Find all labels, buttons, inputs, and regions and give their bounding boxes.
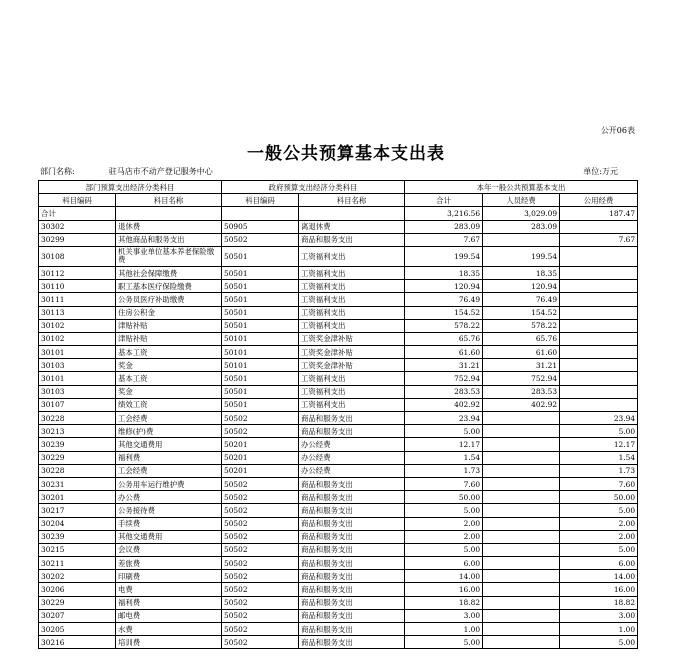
cell-personnel (483, 504, 560, 517)
cell-public (560, 220, 638, 233)
cell-code: 30202 (39, 570, 116, 583)
cell-gov-name: 工资奖金津补贴 (299, 332, 405, 345)
cell-public: 16.00 (560, 583, 638, 596)
table-row (39, 464, 638, 477)
cell-name: 其他社会保障缴费 (116, 266, 222, 279)
cell-total: 76.49 (405, 293, 483, 306)
cell-gov-code: 50502 (222, 477, 299, 490)
department-label: 部门名称: (40, 167, 75, 176)
cell-name: 公务用车运行维护费 (116, 477, 222, 490)
cell-code: 30204 (39, 517, 116, 530)
cell-gov-name: 商品和服务支出 (299, 477, 405, 490)
cell-name: 机关事业单位基本养老保险缴费 (116, 246, 222, 266)
cell-gov-name: 商品和服务支出 (299, 233, 405, 246)
cell-personnel: 578.22 (483, 319, 560, 332)
cell-code: 30213 (39, 425, 116, 438)
cell-total: 3.00 (405, 609, 483, 622)
header-dept-group: 部门预算支出经济分类科目 (39, 181, 222, 194)
table-row (39, 596, 638, 609)
cell-personnel (483, 636, 560, 649)
cell-code: 30102 (39, 332, 116, 345)
cell-total: 402.92 (405, 398, 483, 411)
cell-gov-code: 50502 (222, 233, 299, 246)
cell-code: 30239 (39, 438, 116, 451)
cell-total: 7.60 (405, 477, 483, 490)
cell-code: 30206 (39, 583, 116, 596)
cell-code: 30207 (39, 609, 116, 622)
cell-gov-code: 50501 (222, 398, 299, 411)
cell-total: 283.53 (405, 385, 483, 398)
cell-gov-name: 商品和服务支出 (299, 517, 405, 530)
cell-code: 30102 (39, 319, 116, 332)
cell-personnel: 283.53 (483, 385, 560, 398)
total-personnel: 3,029.09 (483, 207, 560, 220)
cell-gov-name: 商品和服务支出 (299, 557, 405, 570)
cell-gov-code: 50201 (222, 464, 299, 477)
cell-gov-name: 商品和服务支出 (299, 623, 405, 636)
cell-total: 283.09 (405, 220, 483, 233)
cell-personnel: 76.49 (483, 293, 560, 306)
cell-public (560, 319, 638, 332)
cell-gov-name: 工资福利支出 (299, 398, 405, 411)
cell-gov-name: 办公经费 (299, 464, 405, 477)
cell-gov-name: 离退休费 (299, 220, 405, 233)
cell-gov-code: 50502 (222, 609, 299, 622)
cell-public: 2.00 (560, 517, 638, 530)
header-budget-group: 本年一般公共预算基本支出 (405, 181, 638, 194)
cell-code: 30216 (39, 636, 116, 649)
cell-code: 30101 (39, 372, 116, 385)
cell-name: 公务接待费 (116, 504, 222, 517)
cell-gov-code: 50502 (222, 570, 299, 583)
cell-personnel (483, 583, 560, 596)
cell-total: 31.21 (405, 359, 483, 372)
cell-personnel: 61.60 (483, 346, 560, 359)
cell-gov-code: 50501 (222, 266, 299, 279)
cell-total: 5.00 (405, 425, 483, 438)
cell-gov-code: 50502 (222, 557, 299, 570)
cell-gov-code: 50905 (222, 220, 299, 233)
cell-personnel: 154.52 (483, 306, 560, 319)
cell-public: 7.60 (560, 477, 638, 490)
cell-personnel: 18.35 (483, 266, 560, 279)
cell-total: 18.82 (405, 596, 483, 609)
cell-total: 6.00 (405, 557, 483, 570)
cell-gov-name: 商品和服务支出 (299, 636, 405, 649)
table-row (39, 530, 638, 543)
cell-gov-name: 商品和服务支出 (299, 412, 405, 425)
cell-name: 其他交通费用 (116, 530, 222, 543)
cell-public: 12.17 (560, 438, 638, 451)
cell-total: 18.35 (405, 266, 483, 279)
table-row (39, 504, 638, 517)
cell-name: 职工基本医疗保险缴费 (116, 280, 222, 293)
table-row (39, 398, 638, 411)
cell-gov-code: 50502 (222, 543, 299, 556)
cell-public (560, 359, 638, 372)
header-personnel: 人员经费 (483, 194, 560, 207)
cell-gov-name: 工资奖金津补贴 (299, 359, 405, 372)
cell-name: 退休费 (116, 220, 222, 233)
cell-empty (116, 207, 222, 220)
cell-total: 2.00 (405, 530, 483, 543)
cell-gov-name: 商品和服务支出 (299, 491, 405, 504)
cell-public: 1.00 (560, 623, 638, 636)
cell-gov-code: 50501 (222, 280, 299, 293)
unit-label: 单位:万元 (583, 167, 618, 176)
cell-code: 30211 (39, 557, 116, 570)
cell-gov-name: 办公经费 (299, 451, 405, 464)
cell-code: 30231 (39, 477, 116, 490)
cell-name: 津贴补贴 (116, 319, 222, 332)
cell-public (560, 372, 638, 385)
table-row (39, 543, 638, 556)
cell-gov-code: 50502 (222, 491, 299, 504)
cell-gov-code: 50502 (222, 636, 299, 649)
cell-gov-code: 50501 (222, 246, 299, 266)
table-row (39, 332, 638, 345)
cell-personnel (483, 530, 560, 543)
cell-name: 住房公积金 (116, 306, 222, 319)
cell-public (560, 280, 638, 293)
cell-public (560, 346, 638, 359)
cell-total: 14.00 (405, 570, 483, 583)
cell-gov-name: 工资福利支出 (299, 293, 405, 306)
cell-gov-code: 50502 (222, 583, 299, 596)
cell-public (560, 398, 638, 411)
cell-public: 1.54 (560, 451, 638, 464)
cell-personnel: 120.94 (483, 280, 560, 293)
cell-name: 绩效工资 (116, 398, 222, 411)
total-amount: 3,216.56 (405, 207, 483, 220)
cell-gov-code: 50502 (222, 504, 299, 517)
cell-total: 578.22 (405, 319, 483, 332)
cell-public (560, 266, 638, 279)
cell-gov-name: 工资福利支出 (299, 246, 405, 266)
table-row (39, 372, 638, 385)
cell-name: 工会经费 (116, 464, 222, 477)
total-public: 187.47 (560, 207, 638, 220)
cell-name: 印刷费 (116, 570, 222, 583)
cell-gov-code: 50101 (222, 332, 299, 345)
cell-gov-code: 50101 (222, 346, 299, 359)
cell-name: 差旅费 (116, 557, 222, 570)
cell-gov-name: 商品和服务支出 (299, 583, 405, 596)
cell-code: 30229 (39, 451, 116, 464)
cell-code: 30108 (39, 246, 116, 266)
cell-name: 培训费 (116, 636, 222, 649)
table-row (39, 246, 638, 266)
cell-personnel: 752.94 (483, 372, 560, 385)
cell-total: 120.94 (405, 280, 483, 293)
cell-gov-name: 工资福利支出 (299, 280, 405, 293)
cell-code: 30299 (39, 233, 116, 246)
cell-total: 65.76 (405, 332, 483, 345)
cell-gov-code: 50501 (222, 319, 299, 332)
cell-gov-code: 50501 (222, 293, 299, 306)
cell-gov-code: 50502 (222, 425, 299, 438)
header-group-row (39, 181, 638, 194)
header-total: 合计 (405, 194, 483, 207)
cell-name: 水费 (116, 623, 222, 636)
cell-total: 61.60 (405, 346, 483, 359)
cell-gov-code: 50501 (222, 385, 299, 398)
table-row (39, 280, 638, 293)
cell-personnel (483, 425, 560, 438)
cell-name: 电费 (116, 583, 222, 596)
cell-public: 23.94 (560, 412, 638, 425)
cell-gov-code: 50501 (222, 372, 299, 385)
header-name: 科目名称 (116, 194, 222, 207)
table-row (39, 451, 638, 464)
cell-personnel (483, 543, 560, 556)
cell-gov-name: 工资福利支出 (299, 306, 405, 319)
cell-code: 30228 (39, 464, 116, 477)
cell-public (560, 385, 638, 398)
cell-public: 18.82 (560, 596, 638, 609)
cell-total: 5.00 (405, 636, 483, 649)
cell-name: 奖金 (116, 359, 222, 372)
cell-gov-name: 工资福利支出 (299, 385, 405, 398)
cell-code: 30113 (39, 306, 116, 319)
cell-code: 30103 (39, 359, 116, 372)
cell-gov-name: 工资福利支出 (299, 266, 405, 279)
cell-public (560, 293, 638, 306)
cell-gov-name: 工资奖金津补贴 (299, 346, 405, 359)
table-row (39, 557, 638, 570)
cell-gov-code: 50502 (222, 530, 299, 543)
table-row (39, 385, 638, 398)
cell-total: 1.54 (405, 451, 483, 464)
cell-empty (222, 207, 299, 220)
cell-public: 50.00 (560, 491, 638, 504)
cell-name: 基本工资 (116, 372, 222, 385)
cell-public: 7.67 (560, 233, 638, 246)
cell-total: 12.17 (405, 438, 483, 451)
cell-public: 1.73 (560, 464, 638, 477)
cell-gov-name: 工资福利支出 (299, 372, 405, 385)
cell-public (560, 306, 638, 319)
cell-total: 2.00 (405, 517, 483, 530)
cell-personnel (483, 557, 560, 570)
cell-gov-name: 工资福利支出 (299, 319, 405, 332)
cell-personnel: 65.76 (483, 332, 560, 345)
cell-gov-name: 办公经费 (299, 438, 405, 451)
table-row (39, 233, 638, 246)
cell-gov-code: 50101 (222, 359, 299, 372)
cell-public: 6.00 (560, 557, 638, 570)
cell-total: 752.94 (405, 372, 483, 385)
cell-code: 30239 (39, 530, 116, 543)
cell-personnel (483, 451, 560, 464)
cell-name: 奖金 (116, 385, 222, 398)
cell-gov-code: 50502 (222, 517, 299, 530)
table-row (39, 293, 638, 306)
cell-gov-name: 商品和服务支出 (299, 570, 405, 583)
cell-name: 会议费 (116, 543, 222, 556)
cell-gov-code: 50502 (222, 596, 299, 609)
cell-code: 30302 (39, 220, 116, 233)
cell-total: 1.00 (405, 623, 483, 636)
cell-gov-code: 50502 (222, 623, 299, 636)
cell-name: 其他交通费用 (116, 438, 222, 451)
cell-personnel (483, 570, 560, 583)
cell-public: 5.00 (560, 425, 638, 438)
header-public: 公用经费 (560, 194, 638, 207)
cell-gov-name: 商品和服务支出 (299, 596, 405, 609)
cell-code: 30215 (39, 543, 116, 556)
cell-personnel (483, 623, 560, 636)
department-info (40, 166, 213, 177)
cell-public: 5.00 (560, 636, 638, 649)
cell-code: 30111 (39, 293, 116, 306)
cell-personnel (483, 596, 560, 609)
header-code: 科目编码 (39, 194, 116, 207)
table-row (39, 306, 638, 319)
table-row (39, 425, 638, 438)
cell-personnel (483, 477, 560, 490)
table-row (39, 477, 638, 490)
header-gov-name: 科目名称 (299, 194, 405, 207)
header-gov-code: 科目编码 (222, 194, 299, 207)
cell-total: 50.00 (405, 491, 483, 504)
cell-total: 1.73 (405, 464, 483, 477)
cell-personnel (483, 464, 560, 477)
table-row (39, 438, 638, 451)
cell-code: 30110 (39, 280, 116, 293)
doc-code: 公开06表 (600, 126, 635, 135)
cell-gov-code: 50201 (222, 438, 299, 451)
cell-empty (299, 207, 405, 220)
cell-code: 30103 (39, 385, 116, 398)
cell-gov-name: 商品和服务支出 (299, 530, 405, 543)
cell-personnel (483, 609, 560, 622)
cell-code: 30107 (39, 398, 116, 411)
cell-gov-name: 商品和服务支出 (299, 609, 405, 622)
cell-public: 5.00 (560, 543, 638, 556)
cell-gov-code: 50201 (222, 451, 299, 464)
cell-gov-name: 商品和服务支出 (299, 543, 405, 556)
cell-personnel (483, 233, 560, 246)
header-gov-group: 政府预算支出经济分类科目 (222, 181, 405, 194)
cell-total: 5.00 (405, 543, 483, 556)
cell-code: 30228 (39, 412, 116, 425)
cell-code: 30217 (39, 504, 116, 517)
cell-total: 154.52 (405, 306, 483, 319)
header-column-row (39, 194, 638, 207)
cell-personnel: 199.54 (483, 246, 560, 266)
table-row (39, 583, 638, 596)
table-row (39, 491, 638, 504)
cell-name: 基本工资 (116, 346, 222, 359)
cell-gov-name: 商品和服务支出 (299, 504, 405, 517)
cell-code: 30205 (39, 623, 116, 636)
table-row (39, 346, 638, 359)
budget-table (38, 180, 638, 649)
table-row (39, 623, 638, 636)
table-row (39, 319, 638, 332)
cell-total: 5.00 (405, 504, 483, 517)
cell-code: 30101 (39, 346, 116, 359)
cell-personnel (483, 438, 560, 451)
cell-personnel: 31.21 (483, 359, 560, 372)
cell-total: 7.67 (405, 233, 483, 246)
table-row (39, 636, 638, 649)
cell-name: 其他商品和服务支出 (116, 233, 222, 246)
table-row (39, 570, 638, 583)
total-row (39, 207, 638, 220)
cell-total: 23.94 (405, 412, 483, 425)
cell-name: 办公费 (116, 491, 222, 504)
cell-code: 30229 (39, 596, 116, 609)
cell-name: 工会经费 (116, 412, 222, 425)
cell-public: 14.00 (560, 570, 638, 583)
total-label: 合计 (39, 207, 116, 220)
cell-personnel (483, 412, 560, 425)
department-name: 驻马店市不动产登记服务中心 (108, 167, 213, 176)
page-title: 一般公共预算基本支出表 (247, 144, 445, 164)
table-row (39, 609, 638, 622)
cell-code: 30201 (39, 491, 116, 504)
cell-name: 津贴补贴 (116, 332, 222, 345)
cell-name: 福利费 (116, 596, 222, 609)
cell-name: 邮电费 (116, 609, 222, 622)
cell-public: 2.00 (560, 530, 638, 543)
cell-public (560, 246, 638, 266)
cell-gov-name: 商品和服务支出 (299, 425, 405, 438)
cell-gov-code: 50501 (222, 306, 299, 319)
cell-name: 手续费 (116, 517, 222, 530)
cell-personnel (483, 517, 560, 530)
cell-public: 3.00 (560, 609, 638, 622)
cell-personnel (483, 491, 560, 504)
table-row (39, 517, 638, 530)
cell-total: 16.00 (405, 583, 483, 596)
cell-personnel: 283.09 (483, 220, 560, 233)
cell-name: 福利费 (116, 451, 222, 464)
cell-public (560, 332, 638, 345)
cell-code: 30112 (39, 266, 116, 279)
cell-name: 公务员医疗补助缴费 (116, 293, 222, 306)
table-row (39, 412, 638, 425)
table-row (39, 220, 638, 233)
cell-total: 199.54 (405, 246, 483, 266)
table-row (39, 359, 638, 372)
cell-name: 维修(护)费 (116, 425, 222, 438)
cell-public: 5.00 (560, 504, 638, 517)
cell-personnel: 402.92 (483, 398, 560, 411)
table-row (39, 266, 638, 279)
cell-gov-code: 50502 (222, 412, 299, 425)
